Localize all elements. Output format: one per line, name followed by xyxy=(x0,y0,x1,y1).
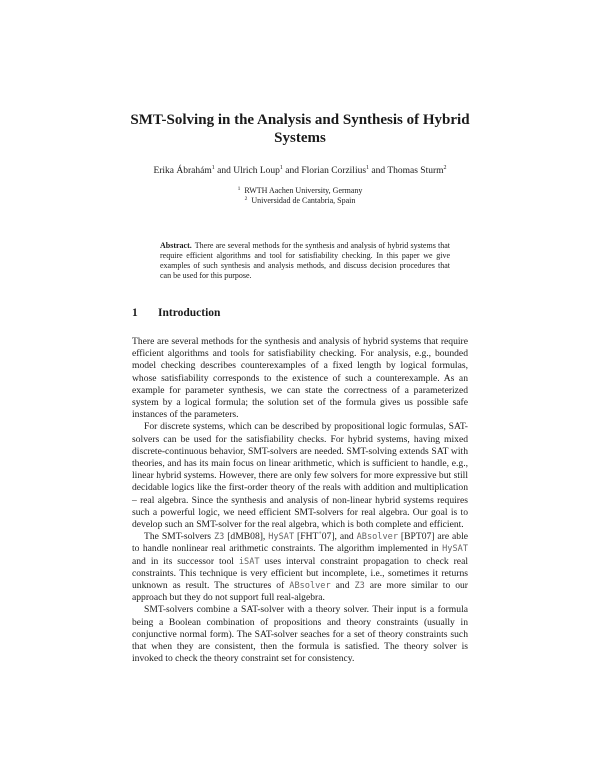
section-number: 1 xyxy=(132,307,138,319)
affiliation-mark: 1 xyxy=(237,186,241,192)
paper-title: SMT-Solving in the Analysis and Synthesis of Hybrid Systems xyxy=(130,112,470,146)
author-list xyxy=(100,165,500,177)
text-run: SMT-solvers combine a SAT-solver with a theory solver. Their input is a formula being a Boolean combination of propositions and theory constraints (usually in conjunctive normal form). The SAT-solver seaches for a set of theory constraints such that when they are consistent, then the formula is satisfied. The theory solver is invoked to check the theory constraint set for consistency. xyxy=(132,604,468,665)
author-name: Thomas Sturm xyxy=(387,166,444,176)
text-run: There are several methods for the synthesis and analysis of hybrid systems that require efficient algorithms and tools for satisfiability checking. For analysis, e.g., bounded model checking describes counterexamples of a fixed length by logical formulas, whose satisfiability corresponds to the existence of such a counterexample. As an example for parameter synthesis, we can state the correctness of a parameterized system by a logical formula; the solution set of the formula gives us possible safe instances of the parameters. xyxy=(132,336,468,421)
author-separator: and xyxy=(214,166,234,176)
author-separator: and xyxy=(369,166,388,176)
author-affil-mark: 1 xyxy=(279,165,283,171)
affiliation-list xyxy=(100,186,500,206)
affiliation-text: Universidad de Cantabria, Spain xyxy=(251,196,356,205)
text-run: The SMT-solvers xyxy=(144,531,214,543)
tool-name: HySAT xyxy=(442,544,468,555)
text-run: are more similar to our approach but they do not support full real-algebra. xyxy=(132,580,468,604)
abstract-label: Abstract. xyxy=(160,241,192,250)
author-affil-mark: 1 xyxy=(211,165,215,171)
text-run: For discrete systems, which can be described by propositional logic formulas, SAT-solvers can be used for the satisfiability checks. For hybrid systems, having mixed discrete-continuous behavior, SMT-solvers are needed. SMT-solving extends SAT with theories, and has its main focus on linear arithmetic, which is sufficient to handle, e.g., linear hybrid systems. However, there are only few solvers for more expressive but still decidable logics like the first-order theory of the reals with addition and multiplication – real algebra. Since the synthesis and analysis of non-linear hybrid systems requires such a powerful logic, we need efficient SMT-solvers for real algebra. Our goal is to develop such an SMT-solver for the real algebra, which is both complete and efficient. xyxy=(132,421,468,531)
affiliation-text: RWTH Aachen University, Germany xyxy=(244,186,363,195)
tool-name: ABsolver xyxy=(356,532,399,543)
text-run: [BPT07] are able to handle nonlinear real arithmetic constraints. The algorithm implemented in xyxy=(132,531,469,555)
author-name: Erika Ábrahám xyxy=(153,166,212,176)
paragraph xyxy=(132,421,468,531)
section-title: Introduction xyxy=(158,307,221,319)
tool-name: Z3 xyxy=(213,532,225,543)
citation-superscript: + xyxy=(318,531,322,538)
tool-name: ABsolver xyxy=(289,581,331,592)
tool-name: iSAT xyxy=(238,556,260,567)
text-run: and in its successor tool xyxy=(132,555,239,567)
author-affil-mark: 2 xyxy=(443,165,447,171)
text-run: 07], and xyxy=(321,531,357,543)
text-run: [dMB08], xyxy=(224,531,269,543)
paragraph xyxy=(132,604,468,665)
text-run: [FHT xyxy=(294,531,319,543)
text-run: and xyxy=(330,580,355,592)
author-name: Florian Corzilius xyxy=(301,166,367,176)
author-affil-mark: 1 xyxy=(366,165,370,171)
abstract xyxy=(160,241,450,281)
body-text xyxy=(132,336,468,665)
affiliation xyxy=(100,196,500,206)
affiliation xyxy=(100,186,500,196)
author-name: Ulrich Loup xyxy=(233,166,280,176)
paragraph xyxy=(132,336,468,421)
text-run: uses interval constraint propagation to check real constraints. This technique is very efficient but incomplete, i.e., sometimes it returns unknown as result. The structures of xyxy=(132,555,468,592)
author-separator: and xyxy=(282,166,302,176)
tool-name: HySAT xyxy=(268,532,295,543)
tool-name: Z3 xyxy=(354,581,365,592)
abstract-text: There are several methods for the synthesis and analysis of hybrid systems that require efficient algorithms and tool for satisfiability checking. In this paper we give examples of such synthesis and analysis methods, and discuss decision procedures that can be used for this purpose. xyxy=(160,241,450,280)
section-heading xyxy=(132,306,220,320)
affiliation-mark: 2 xyxy=(244,196,248,202)
paragraph xyxy=(132,531,468,604)
